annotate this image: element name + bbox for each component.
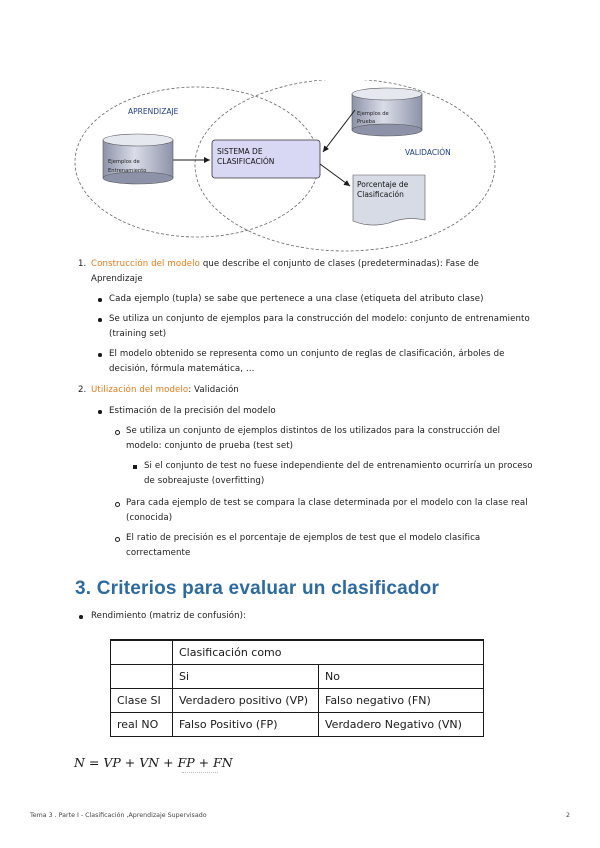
section-bullet: Rendimiento (matriz de confusión): (91, 611, 247, 621)
item1-bullet-1: Cada ejemplo (tupla) se sabe que pertenece a una clase (etiqueta del atributo clase) (109, 294, 484, 304)
bullet-disc-icon (98, 318, 102, 322)
formula-underline-decoration (182, 772, 218, 775)
item1-highlight: Construcción del modelo (91, 259, 200, 269)
item1-bullet-3-line1: El modelo obtenido se representa como un conjunto de reglas de clasificación, árboles de (109, 349, 505, 359)
table-cell-vp: Verdadero positivo (VP) (173, 689, 319, 713)
table-row-label-si: Clase SI (111, 689, 173, 713)
item1-bullet-2-line1: Se utiliza un conjunto de ejemplos para la construcción del modelo: conjunto de entrenamiento (109, 314, 530, 324)
table-row (111, 689, 484, 713)
sistema-label-1: SISTEMA DE (217, 147, 263, 156)
bullet-square-icon (133, 465, 137, 469)
prueba-label-1: Ejemplos de (357, 111, 389, 117)
item2-square-1-line1: Si el conjunto de test no fuese independiente del de entrenamiento ocurriría un proceso (144, 461, 533, 471)
item2-circle-3-line2: correctamente (126, 548, 191, 558)
bullet-disc-icon (98, 410, 102, 414)
item2-bullet-1: Estimación de la precisión del modelo (109, 406, 276, 416)
item1-bullet-2-line2: (training set) (109, 329, 167, 339)
table-header-si: Si (173, 665, 319, 689)
list-item-1-line2: Aprendizaje (91, 274, 143, 284)
confusion-matrix-table (110, 639, 484, 737)
arrow-test-to-system (323, 110, 355, 152)
item2-circle-1-line1: Se utiliza un conjunto de ejemplos distintos de los utilizados para la construcción del (126, 426, 501, 436)
list-item-2-line1 (91, 383, 239, 398)
porcentaje-label-2: Clasificación (357, 190, 404, 199)
bullet-circle-icon (115, 502, 120, 507)
validacion-label: VALIDACIÓN (405, 148, 451, 157)
bullet-disc-icon (98, 298, 102, 302)
prueba-label-2: Prueba (357, 119, 376, 125)
table-row-label-no: real NO (111, 713, 173, 737)
item1-rest: que describe el conjunto de clases (predeterminadas): Fase de (199, 259, 480, 269)
item2-square-1-line2: de sobreajuste (overfitting) (144, 476, 265, 486)
list-number-2: 2. (78, 385, 87, 395)
sistema-label-2: CLASIFICACIÓN (217, 157, 275, 166)
table-cell-fn: Falso negativo (FN) (319, 689, 484, 713)
table-row (111, 665, 484, 689)
item1-bullet-3-line2: decisión, fórmula matemática, … (109, 364, 255, 374)
footer-text: Tema 3 . Parte I - Clasificación ,Aprendizaje Supervisado (30, 812, 207, 819)
porcentaje-label-1: Porcentaje de (357, 180, 409, 189)
entrenamiento-label-1: Ejemplos de (108, 159, 140, 165)
item2-rest: : Validación (188, 385, 239, 395)
table-row (111, 640, 484, 665)
arrow-system-to-result (320, 164, 350, 186)
table-cell-vn: Verdadero Negativo (VN) (319, 713, 484, 737)
bullet-circle-icon (115, 537, 120, 542)
aprendizaje-label: APRENDIZAJE (128, 107, 179, 116)
item2-highlight: Utilización del modelo (91, 385, 189, 395)
list-number-1: 1. (78, 259, 87, 269)
table-cell-fp: Falso Positivo (FP) (173, 713, 319, 737)
footer-page-number: 2 (566, 812, 571, 819)
formula: N = VP + VN + FP + FN (74, 755, 233, 770)
item2-circle-3-line1: El ratio de precisión es el porcentaje de ejemplos de test que el modelo clasifica (126, 533, 481, 543)
table-cell-empty (111, 665, 173, 689)
item2-circle-1-line2: modelo: conjunto de prueba (test set) (126, 441, 294, 451)
table-row (111, 713, 484, 737)
item2-circle-2-line2: (conocida) (126, 513, 173, 523)
classification-diagram (70, 80, 502, 255)
table-cell-empty (111, 640, 173, 665)
bullet-disc-icon (79, 615, 83, 619)
item2-circle-2-line1: Para cada ejemplo de test se compara la clase determinada por el modelo con la clase real (126, 498, 528, 508)
section-heading: 3. Criterios para evaluar un clasificador (75, 578, 440, 599)
list-item-1-line1 (91, 257, 479, 272)
table-header-no: No (319, 665, 484, 689)
bullet-circle-icon (115, 430, 120, 435)
entrenamiento-label-2: Entrenamiento (108, 168, 147, 174)
table-header-clasificacion: Clasificación como (173, 640, 484, 665)
bullet-disc-icon (98, 353, 102, 357)
